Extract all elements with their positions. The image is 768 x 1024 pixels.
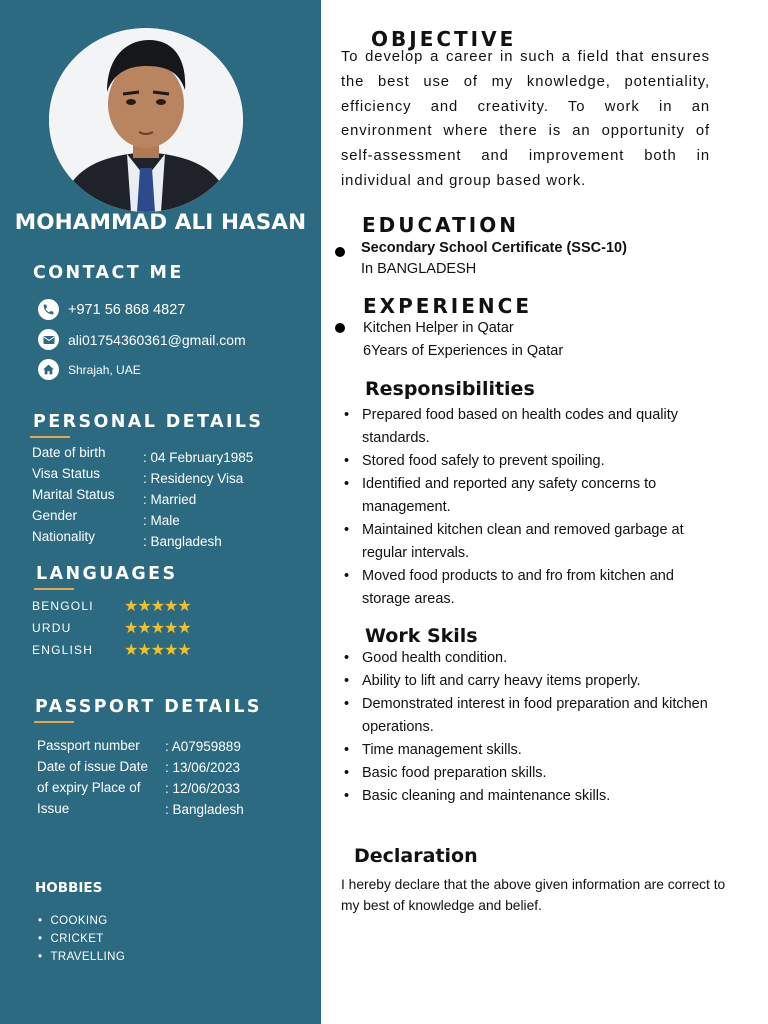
hobby-item: • CRICKET xyxy=(38,930,125,948)
personal-value: : Male xyxy=(143,513,180,528)
objective-text: To develop a career in such a field that ensures the best use of my knowledge, potentiality, efficiency and creativity. To work in an environment where there is an opportunity of self-assessment and improvement both in individual and group based work. xyxy=(341,49,710,189)
list-item: • Maintained kitchen clean and removed garbage at regular intervals. xyxy=(362,519,722,565)
passport-value: : 12/06/2033 xyxy=(165,781,241,796)
responsibilities-heading: Responsibilities xyxy=(365,378,535,400)
work-skills-list xyxy=(362,647,722,808)
languages-heading: LANGUAGES xyxy=(36,564,178,584)
list-item: • Moved food products to and fro from kitchen and storage areas. xyxy=(362,565,722,611)
passport-label: Passport number xyxy=(37,738,140,753)
heading-underline xyxy=(30,436,70,438)
list-item: • Identified and reported any safety concerns to management. xyxy=(362,473,722,519)
personal-value: : Bangladesh xyxy=(143,534,222,549)
list-item: • Ability to lift and carry heavy items properly. xyxy=(362,670,722,693)
profile-photo xyxy=(49,28,243,212)
person-name: MOHAMMAD ALI HASAN xyxy=(14,210,307,235)
experience-heading: EXPERIENCE xyxy=(363,294,532,318)
language-row xyxy=(32,596,191,616)
language-name: URDU xyxy=(32,621,72,635)
contact-heading: CONTACT ME xyxy=(33,263,184,283)
objective-heading: OBJECTIVE xyxy=(371,27,517,51)
personal-label: Nationality xyxy=(32,529,96,544)
personal-label: Gender xyxy=(32,508,78,523)
list-item: • Time management skills. xyxy=(362,739,722,762)
passport-heading: PASSPORT DETAILS xyxy=(35,697,262,717)
heading-underline xyxy=(34,588,74,590)
star-icon: ★★★★★ xyxy=(124,620,191,637)
experience-duration: 6Years of Experiences in Qatar xyxy=(363,343,564,359)
email-address[interactable]: ali01754360361@gmail.com xyxy=(68,331,246,348)
contact-email-row xyxy=(38,329,246,350)
experience-role: Kitchen Helper in Qatar xyxy=(363,320,514,336)
list-item: • Stored food safely to prevent spoiling. xyxy=(362,450,722,473)
passport-value: : Bangladesh xyxy=(165,802,244,817)
passport-value: : 13/06/2023 xyxy=(165,760,241,775)
education-heading: EDUCATION xyxy=(362,213,519,237)
declaration-heading: Declaration xyxy=(354,845,478,867)
contact-phone-row xyxy=(38,299,185,320)
personal-details-heading: PERSONAL DETAILS xyxy=(33,412,264,432)
passport-label: Date of issue Date xyxy=(37,759,149,774)
home-icon xyxy=(38,359,59,380)
language-row xyxy=(32,618,191,638)
declaration-text: I hereby declare that the above given information are correct to my best of knowledge and belief. xyxy=(341,877,726,913)
passport-label: of expiry Place of xyxy=(37,780,141,795)
star-icon: ★★★★★ xyxy=(124,642,191,659)
email-icon xyxy=(38,329,59,350)
passport-label: Issue xyxy=(37,801,70,816)
list-item: • Prepared food based on health codes and quality standards. xyxy=(362,404,722,450)
bullet-dot xyxy=(335,323,345,333)
list-item: • Good health condition. xyxy=(362,647,722,670)
personal-value: : Married xyxy=(143,492,197,507)
location-text: Shrajah, UAE xyxy=(68,362,141,377)
list-item: • Basic food preparation skills. xyxy=(362,762,722,785)
personal-label: Visa Status xyxy=(32,466,101,481)
responsibilities-list xyxy=(362,404,722,611)
education-place: In BANGLADESH xyxy=(361,261,477,277)
personal-label: Marital Status xyxy=(32,487,115,502)
hobby-item: • TRAVELLING xyxy=(38,948,125,966)
star-icon: ★★★★★ xyxy=(124,598,191,615)
education-degree: Secondary School Certificate (SSC-10) xyxy=(361,240,627,256)
bullet-dot xyxy=(335,247,345,257)
heading-underline xyxy=(34,721,74,723)
personal-value: : Residency Visa xyxy=(143,471,244,486)
list-item: • Demonstrated interest in food preparation and kitchen operations. xyxy=(362,693,722,739)
sidebar xyxy=(0,0,321,1024)
hobbies-heading: HOBBIES xyxy=(35,880,103,896)
language-name: ENGLISH xyxy=(32,643,94,657)
contact-location-row xyxy=(38,359,141,380)
language-name: BENGOLI xyxy=(32,599,94,613)
phone-number[interactable]: +971 56 868 4827 xyxy=(68,301,186,318)
language-row xyxy=(32,640,191,660)
passport-value: : A07959889 xyxy=(165,739,241,754)
personal-label: Date of birth xyxy=(32,445,106,460)
work-skills-heading: Work Skils xyxy=(365,625,478,647)
hobby-list xyxy=(38,912,125,966)
list-item: • Basic cleaning and maintenance skills. xyxy=(362,785,722,808)
personal-value: : 04 February1985 xyxy=(143,450,254,465)
hobby-item: • COOKING xyxy=(38,912,125,930)
phone-icon xyxy=(38,299,59,320)
